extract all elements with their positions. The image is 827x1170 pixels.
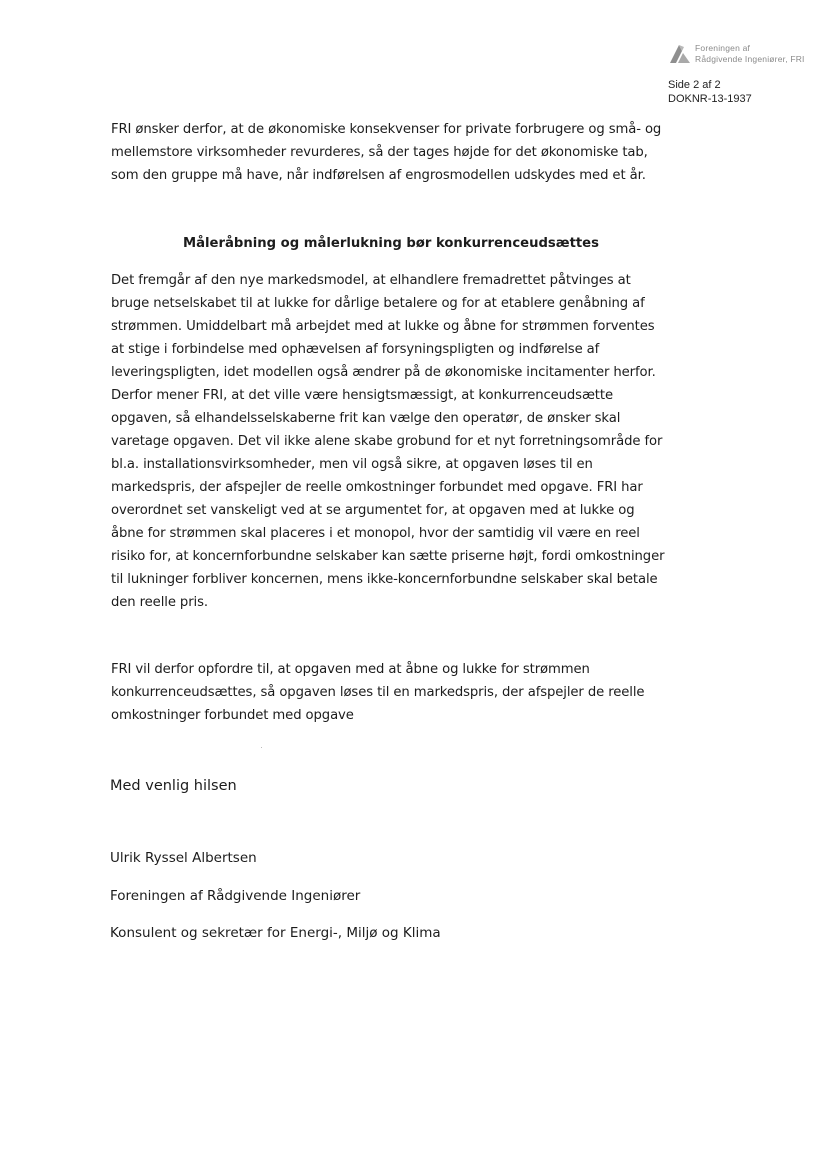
signatory-organization: Foreningen af Rådgivende Ingeniører: [110, 888, 361, 904]
fri-logo-icon: [668, 42, 692, 64]
closing-greeting: Med venlig hilsen: [110, 778, 237, 794]
logo-line-2: Rådgivende Ingeniører, FRI: [695, 54, 805, 64]
page-meta: [668, 78, 752, 106]
header-logo: [668, 42, 818, 68]
signatory-title: Konsulent og sekretær for Energi-, Miljø og Klima: [110, 925, 441, 941]
page-number: Side 2 af 2: [668, 79, 721, 91]
document-number: DOKNR-13-1937: [668, 93, 752, 105]
signatory-name: Ulrik Ryssel Albertsen: [110, 850, 257, 866]
paragraph-3: FRI vil derfor opfordre til, at opgaven med at åbne og lukke for strømmen konkurrenceudsættes, så opgaven løses til en markedspris, der afspejler de reelle omkostninger forbundet med opgave: [111, 662, 645, 723]
paragraph-2: Det fremgår af den nye markedsmodel, at elhandlere fremadrettet påtvinges at bruge netselskabet til at lukke for dårlige betalere og for at etablere genåbning af strømmen. Umiddelbart må arbejdet med at lukke og åbne for strømmen forventes at stige i forbindelse med ophævelsen af forsyningspligten og indførelse af leveringspligten, idet modellen også ændrer på de økonomiske incitamenter herfor. Derfor mener FRI, at det ville være hensigtsmæssigt, at konkurrenceudsætte opgaven, så elhandelsselskaberne frit kan vælge den operatør, de ønsker skal varetage opgaven. Det vil ikke alene skabe grobund for et nyt forretningsområde for bl.a. installationsvirksomheder, men vil også sikre, at opgaven løses til en markedspris, der afspejler de reelle omkostninger forbundet med opgave. FRI har overordnet set vanskeligt ved at se argumentet for, at opgaven med at lukke og åbne for strømmen skal placeres i et monopol, hvor der samtidig vil være en reel risiko for, at koncernforbundne selskaber kan sætte priserne højt, fordi omkostninger til lukninger forbliver koncernen, mens ikke-koncernforbundne selskaber skal betale den reelle pris.: [111, 273, 665, 610]
logo-text: [695, 43, 805, 65]
paragraph-1: FRI ønsker derfor, at de økonomiske konsekvenser for private forbrugere og små- og mellemstore virksomheder revurderes, så der tages højde for det økonomiske tab, som den gruppe må have, når indførelsen af engrosmodellen udskydes med et år.: [111, 122, 662, 183]
scan-speck: [261, 747, 262, 748]
section-heading: Måleråbning og målerlukning bør konkurrenceudsættes: [183, 236, 599, 251]
logo-line-1: Foreningen af: [695, 43, 751, 53]
